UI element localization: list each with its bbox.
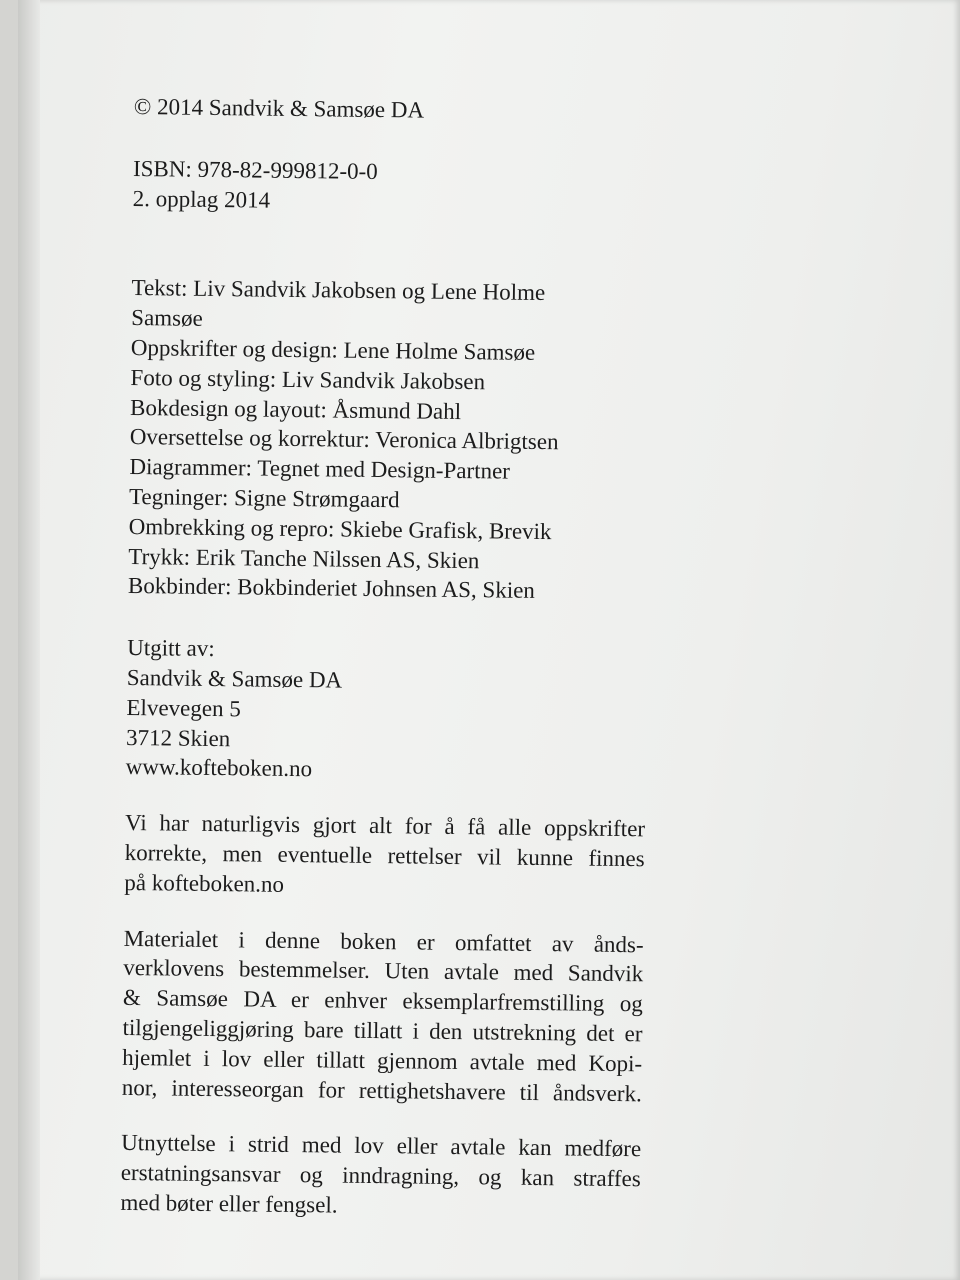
paragraph-line: hjemlet i lov eller tillatt gjennom avtale med Kopi- — [122, 1044, 643, 1076]
credits-list — [128, 273, 652, 607]
publisher-name: Sandvik & Samsøe DA — [126, 664, 343, 693]
paragraph-line: på kofteboken.no — [124, 869, 285, 897]
credit-line: Diagrammer: Tegnet med Design-Partner — [129, 454, 511, 484]
paragraph-line: nor, interesseorgan for rettighetshavere til åndsverk. — [121, 1074, 642, 1106]
credit-line: Ombrekking og repro: Skiebe Grafisk, Brevik — [128, 513, 552, 544]
publisher-block — [126, 633, 648, 788]
credit-line: Oversettelse og korrektur: Veronica Albrigtsen — [129, 424, 559, 455]
credit-line: Samsøe — [131, 305, 203, 332]
liability-paragraph — [120, 1128, 641, 1224]
paragraph-line: korrekte, men eventuelle rettelser vil kunne finnes — [124, 839, 645, 872]
paragraph-line: Materialet i denne boken er omfattet av ånds- — [123, 925, 644, 957]
paragraph-line: erstatningsansvar og inndragning, og kan straffes — [120, 1160, 641, 1192]
credit-line: Oppskrifter og design: Lene Holme Samsøe — [130, 334, 536, 365]
copyright-line: © 2014 Sandvik & Samsøe DA — [133, 93, 425, 123]
isbn-line: ISBN: 978-82-999812-0-0 — [132, 155, 378, 184]
page-edge-shadow — [18, 0, 40, 1280]
credit-line: Tekst: Liv Sandvik Jakobsen og Lene Holme — [131, 275, 546, 306]
paragraph-line: Vi har naturligvis gjort alt for å få alle oppskrifter — [124, 810, 646, 842]
paragraph-line: Utnyttelse i strid med lov eller avtale kan medføre — [121, 1130, 642, 1162]
credit-line: Bokdesign og layout: Åsmund Dahl — [129, 394, 462, 424]
publisher-heading: Utgitt av: — [127, 635, 215, 662]
paragraph-line: & Samsøe DA er enhver eksemplarfremstilling og — [122, 985, 644, 1017]
publisher-street: Elvevegen 5 — [126, 694, 241, 722]
publisher-city: 3712 Skien — [125, 724, 231, 751]
paragraph-line: med bøter eller fengsel. — [120, 1189, 338, 1218]
paragraph-line: verklovens bestemmelser. Uten avtale med Sandvik — [123, 955, 644, 987]
credit-line: Foto og styling: Liv Sandvik Jakobsen — [130, 364, 486, 395]
copyright-paragraph — [122, 923, 644, 1108]
credit-line: Trykk: Erik Tanche Nilssen AS, Skien — [128, 543, 480, 573]
credit-line: Bokbinder: Bokbinderiet Johnsen AS, Skien — [127, 573, 536, 604]
edition-line: 2. opplag 2014 — [132, 185, 271, 213]
credit-line: Tegninger: Signe Strømgaard — [128, 483, 400, 513]
paragraph-line: tilgjengeliggjøring bare tillatt i den utstrekning det er — [122, 1014, 643, 1047]
book-page — [18, 0, 960, 1280]
publisher-website: www.kofteboken.no — [125, 754, 313, 782]
corrections-paragraph — [124, 808, 645, 904]
colophon-text — [120, 92, 654, 1224]
